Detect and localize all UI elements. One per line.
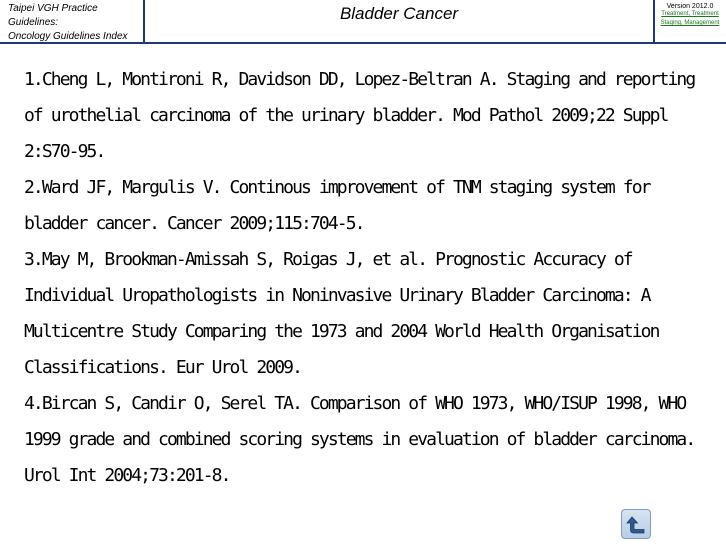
reference-item: 2.Ward JF, Margulis V. Continous improvement of TNM staging system for bladder cancer. Cancer 2009;115:704-5. (24, 177, 650, 234)
source-line-1: Taipei VGH Practice (8, 3, 98, 14)
return-arrow-icon (625, 513, 647, 535)
reference-item: 1.Cheng L, Montironi R, Davidson DD, Lopez-Beltran A. Staging and reporting of urothelial carcinoma of the urinary bladder. Mod Pathol 2009;22 Suppl 2:S70-95. (24, 69, 695, 162)
page-title: Bladder Cancer (339, 4, 459, 23)
reference-item: 4.Bircan S, Candir O, Serel TA. Comparison of WHO 1973, WHO/ISUP 1998, WHO 1999 grade and combined scoring systems in evaluation of bladder carcinoma. Urol Int 2004;73:201-8. (24, 393, 695, 486)
guidelines-index-link[interactable]: Oncology Guidelines Index (8, 31, 128, 42)
header-underline (0, 42, 726, 44)
version-label: Version 2012.0 (666, 3, 714, 10)
page-header (0, 0, 726, 44)
staging-link[interactable]: Staging, Management (660, 20, 720, 26)
header-divider-right (653, 0, 655, 42)
source-line-2: Guidelines: (8, 16, 59, 28)
reference-item: 3.May M, Brookman-Amissah S, Roigas J, et al. Prognostic Accuracy of Individual Uropathologists in Noninvasive Urinary Bladder Carcinoma: A Multicentre Study Comparing the 1973 and 2004 World Health Organisation Classifications. Eur Urol 2009. (24, 249, 659, 378)
treatment-link[interactable]: Treatment, Treatment (661, 11, 719, 17)
guideline-source (8, 2, 138, 44)
reference-list (24, 62, 714, 494)
header-meta (656, 3, 724, 28)
back-button[interactable] (621, 509, 651, 539)
